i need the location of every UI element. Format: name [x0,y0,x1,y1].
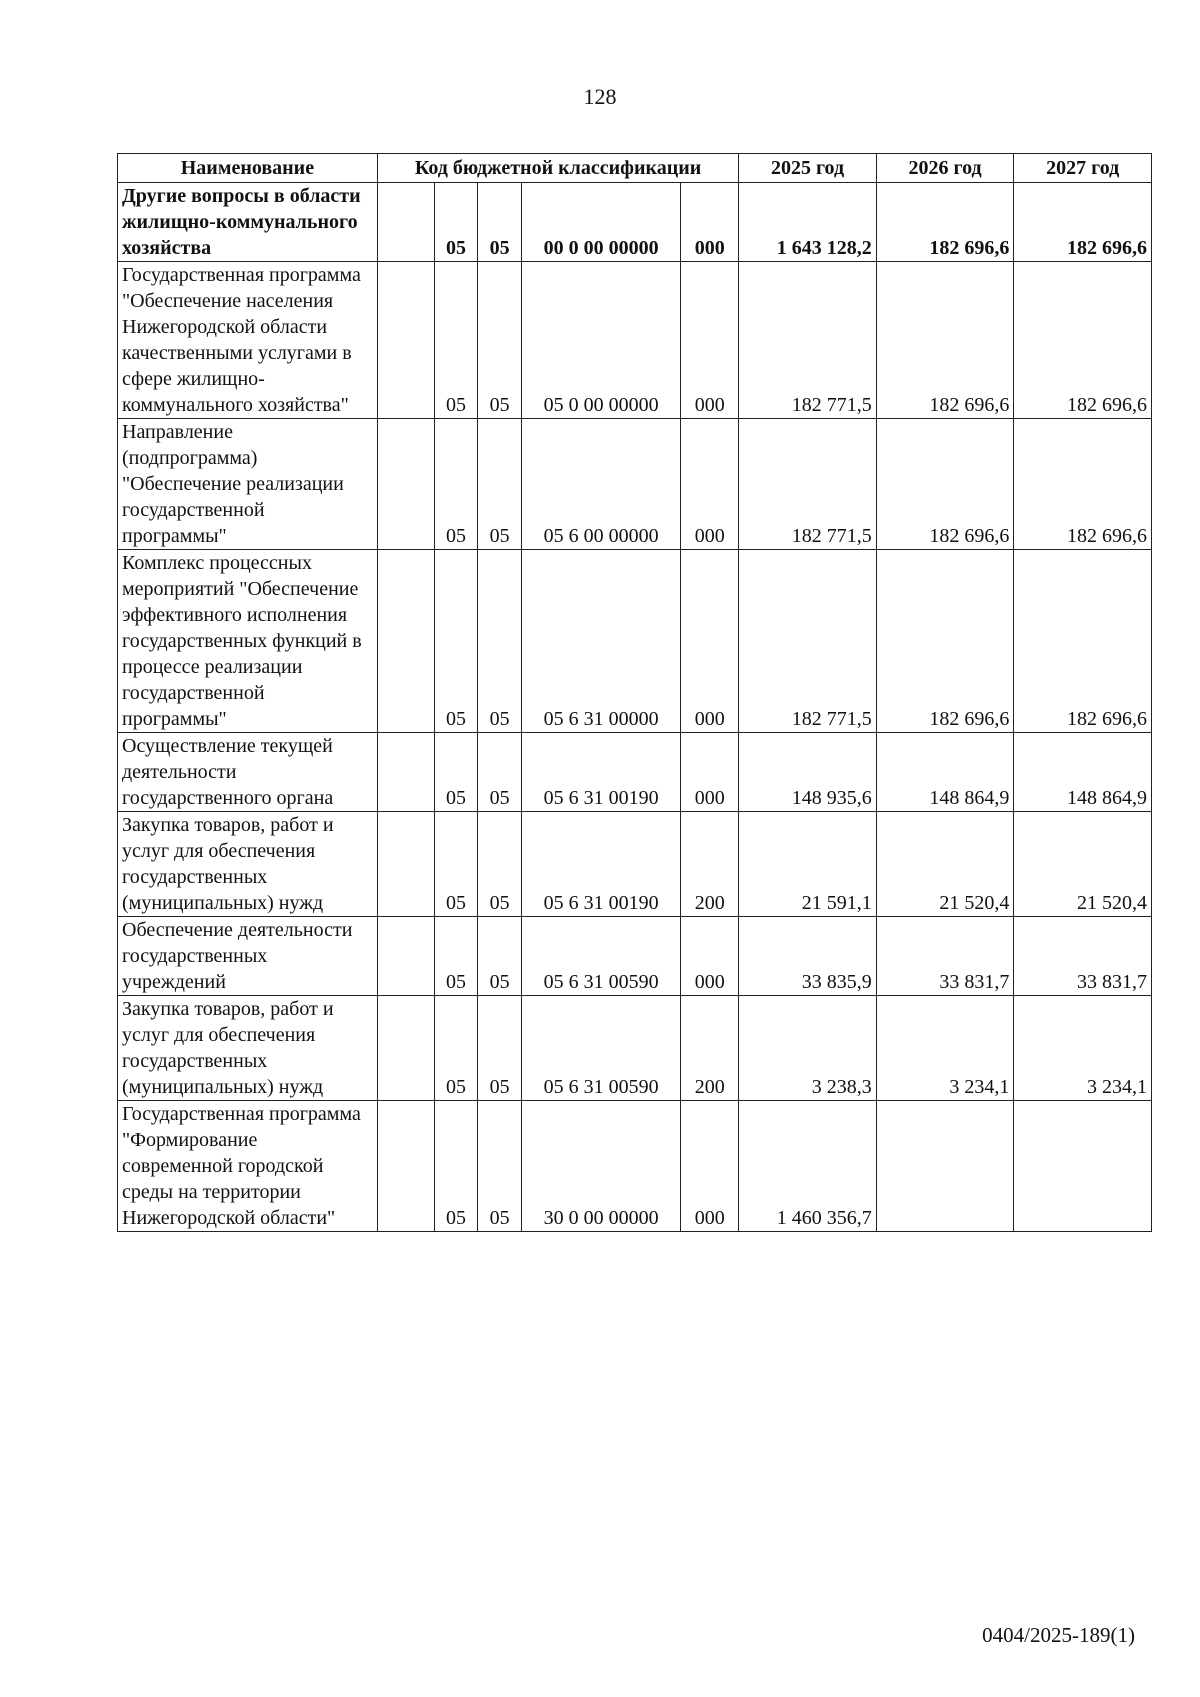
code-expense-type: 000 [681,917,739,996]
value-2026: 3 234,1 [876,996,1014,1101]
value-2027: 3 234,1 [1014,996,1152,1101]
code-target-article: 05 6 31 00190 [521,812,680,917]
header-2027: 2027 год [1014,154,1152,183]
value-2027: 182 696,6 [1014,183,1152,262]
code-part-1 [377,550,434,733]
table-row [118,917,1152,996]
code-subsection: 05 [478,1101,522,1232]
value-2025: 182 771,5 [739,550,877,733]
code-expense-type: 000 [681,550,739,733]
code-target-article: 30 0 00 00000 [521,1101,680,1232]
header-name: Наименование [118,154,378,183]
code-subsection: 05 [478,812,522,917]
code-section: 05 [434,419,478,550]
code-part-1 [377,183,434,262]
code-section: 05 [434,733,478,812]
row-name: Комплекс процессных мероприятий "Обеспечение эффективного исполнения государственных функций в процессе реализации государственной программы" [118,550,378,733]
table-row [118,262,1152,419]
code-part-1 [377,996,434,1101]
value-2027: 182 696,6 [1014,262,1152,419]
budget-table [117,153,1152,1232]
value-2027 [1014,1101,1152,1232]
row-name: Государственная программа "Формирование современной городской среды на территории Нижегородской области" [118,1101,378,1232]
code-target-article: 05 6 31 00000 [521,550,680,733]
code-target-article: 05 0 00 00000 [521,262,680,419]
code-section: 05 [434,183,478,262]
value-2026: 33 831,7 [876,917,1014,996]
table-row [118,733,1152,812]
table-row [118,996,1152,1101]
code-subsection: 05 [478,262,522,419]
code-section: 05 [434,550,478,733]
value-2026: 182 696,6 [876,550,1014,733]
code-part-1 [377,1101,434,1232]
value-2025: 3 238,3 [739,996,877,1101]
code-target-article: 05 6 31 00590 [521,917,680,996]
code-expense-type: 200 [681,812,739,917]
code-section: 05 [434,812,478,917]
value-2026 [876,1101,1014,1232]
value-2027: 182 696,6 [1014,550,1152,733]
code-target-article: 05 6 31 00590 [521,996,680,1101]
row-name: Направление (подпрограмма) "Обеспечение реализации государственной программы" [118,419,378,550]
code-expense-type: 000 [681,733,739,812]
table-row [118,183,1152,262]
row-name: Обеспечение деятельности государственных учреждений [118,917,378,996]
value-2025: 182 771,5 [739,262,877,419]
header-code: Код бюджетной классификации [377,154,738,183]
value-2027: 148 864,9 [1014,733,1152,812]
value-2026: 182 696,6 [876,262,1014,419]
table-row [118,419,1152,550]
code-target-article: 00 0 00 00000 [521,183,680,262]
value-2027: 21 520,4 [1014,812,1152,917]
code-subsection: 05 [478,550,522,733]
code-part-1 [377,917,434,996]
header-2025: 2025 год [739,154,877,183]
code-section: 05 [434,996,478,1101]
code-expense-type: 000 [681,262,739,419]
code-subsection: 05 [478,183,522,262]
value-2025: 1 643 128,2 [739,183,877,262]
code-section: 05 [434,1101,478,1232]
code-part-1 [377,812,434,917]
value-2027: 182 696,6 [1014,419,1152,550]
code-section: 05 [434,917,478,996]
code-section: 05 [434,262,478,419]
row-name: Другие вопросы в области жилищно-коммунального хозяйства [118,183,378,262]
code-subsection: 05 [478,996,522,1101]
row-name: Закупка товаров, работ и услуг для обеспечения государственных (муниципальных) нужд [118,996,378,1101]
value-2026: 182 696,6 [876,183,1014,262]
table-header-row [118,154,1152,183]
value-2026: 21 520,4 [876,812,1014,917]
code-expense-type: 200 [681,996,739,1101]
page-number: 128 [583,84,617,109]
table-row [118,812,1152,917]
code-target-article: 05 6 31 00190 [521,733,680,812]
value-2025: 33 835,9 [739,917,877,996]
table-row [118,550,1152,733]
value-2025: 21 591,1 [739,812,877,917]
value-2025: 148 935,6 [739,733,877,812]
code-target-article: 05 6 00 00000 [521,419,680,550]
code-subsection: 05 [478,419,522,550]
row-name: Закупка товаров, работ и услуг для обеспечения государственных (муниципальных) нужд [118,812,378,917]
table-body [118,183,1152,1232]
value-2027: 33 831,7 [1014,917,1152,996]
header-2026: 2026 год [876,154,1014,183]
document-number: 0404/2025-189(1) [982,1623,1135,1647]
value-2026: 148 864,9 [876,733,1014,812]
row-name: Осуществление текущей деятельности государственного органа [118,733,378,812]
value-2025: 182 771,5 [739,419,877,550]
code-part-1 [377,419,434,550]
code-subsection: 05 [478,917,522,996]
code-expense-type: 000 [681,419,739,550]
code-part-1 [377,262,434,419]
table-row [118,1101,1152,1232]
row-name: Государственная программа "Обеспечение населения Нижегородской области качественными услугами в сфере жилищно-коммунального хозяйства" [118,262,378,419]
code-subsection: 05 [478,733,522,812]
code-part-1 [377,733,434,812]
value-2026: 182 696,6 [876,419,1014,550]
value-2025: 1 460 356,7 [739,1101,877,1232]
code-expense-type: 000 [681,183,739,262]
code-expense-type: 000 [681,1101,739,1232]
